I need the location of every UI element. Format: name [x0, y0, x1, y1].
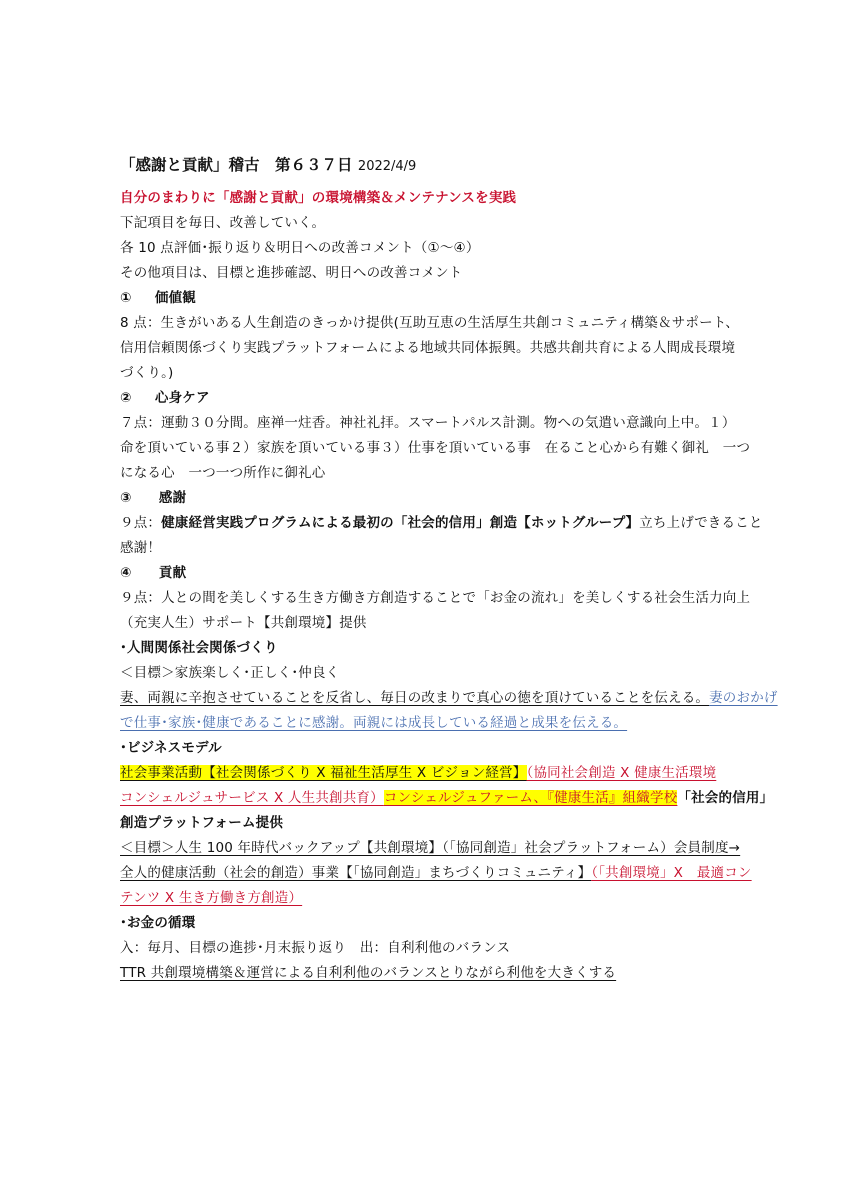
relationships-heading: ･人間関係社会関係づくり	[120, 640, 278, 656]
title-date: 2022/4/9	[357, 159, 417, 174]
section-4-number: ④	[120, 565, 132, 581]
section-2-line-2: 命を頂いている事２）家族を頂いている事３）仕事を頂いている事 在ること心から有難く御礼 一つ	[120, 440, 751, 456]
money-line-2: TTR 共創環境構築＆運営による自利利他のバランスとりながら利他を大きくする	[120, 965, 617, 981]
section-3-heading	[120, 486, 740, 511]
section-2-number: ②	[120, 390, 132, 406]
section-2-line-1: ７点：運動３０分間。座禅一炷香。神社礼拝。スマートパルス計測。物への気遣い意識向上中。１）	[120, 415, 736, 431]
section-3-title: 感謝	[158, 490, 187, 506]
relationships-text-b: 妻のおかげ	[709, 690, 778, 706]
business-text-5a: 全人的健康活動（社会的創造）事業【「協同創造」まちづくりコミュニティ】	[120, 865, 592, 881]
relationships-line-2: で仕事･家族･健康であることに感謝。両親には成長している経過と成果を伝える。	[120, 715, 628, 731]
intro-line-3: その他項目は、目標と進捗確認、明日への改善コメント	[120, 265, 463, 281]
business-line-6: テンツ X 生き方働き方創造）	[120, 890, 303, 906]
business-line-5	[120, 861, 752, 886]
business-line-1	[120, 761, 740, 786]
business-highlight-1: 社会事業活動【社会関係づくり X 福祉生活厚生 X ビジョン経営】	[120, 765, 527, 781]
section-1-number: ①	[120, 290, 132, 306]
business-line-4: ＜目標＞人生 100 年時代バックアップ【共創環境】（「協同創造」社会プラットフォーム）会員制度→	[120, 840, 741, 856]
business-heading: ･ビジネスモデル	[120, 740, 222, 756]
section-1-heading	[120, 286, 740, 311]
section-3-score: ９点：	[120, 515, 162, 531]
section-2-line-3: になる心 一つ一つ所作に御礼心	[120, 465, 326, 481]
section-2-heading	[120, 386, 740, 411]
section-1-title: 価値観	[154, 290, 197, 306]
section-4-title: 貢献	[158, 565, 187, 581]
section-4-line-1: ９点：人との間を美しくする生き方働き方創造することで「お金の流れ」を美しくする社会生活力向上	[120, 590, 751, 606]
business-line-2	[120, 786, 774, 811]
business-red-1: （協同社会創造 X 健康生活環境	[526, 765, 717, 781]
business-line-3: 創造プラットフォーム提供	[120, 815, 284, 831]
section-1-line-2: 信用信頼関係づくり実践プラットフォームによる地域共同体振興。共感共創共育による人間成長環境	[120, 340, 736, 356]
section-3-tail: 立ち上げできること	[639, 515, 763, 531]
section-3-highlight: 健康経営実践プログラムによる最初の「社会的信用」創造【ホットグループ】	[161, 515, 640, 531]
title-main: 「感謝と貢献」稽古 第６３７日	[120, 156, 353, 174]
section-4-heading	[120, 561, 740, 586]
section-1-line-1: 8 点：生きがいある人生創造のきっかけ提供(互助互恵の生活厚生共創コミュニティ構築＆サポート、	[120, 315, 739, 331]
section-3-line-2: 感謝！	[120, 540, 162, 556]
business-highlight-2: コンシェルジュファーム、『健康生活』組織学校	[383, 790, 678, 806]
business-social-credit: 「社会的信用」	[677, 790, 774, 806]
intro-heading: 自分のまわりに「感謝と貢献」の環境構築＆メンテナンスを実践	[120, 190, 517, 206]
business-red-5b: （「共創環境」X 最適コン	[591, 865, 752, 881]
relationships-goal: ＜目標＞家族楽しく･正しく･仲良く	[120, 665, 340, 681]
section-1-line-3: づくり。)	[120, 365, 174, 381]
intro-line-1: 下記項目を毎日、改善していく。	[120, 215, 326, 231]
page-title	[120, 152, 740, 180]
section-3-number: ③	[120, 490, 132, 506]
relationships-line-1	[120, 686, 778, 711]
section-2-title: 心身ケア	[154, 390, 210, 406]
section-4-line-2: （充実人生）サポート【共創環境】提供	[120, 615, 367, 631]
money-heading: ･お金の循環	[120, 915, 196, 931]
money-line-1: 入：毎月、目標の進捗･月末振り返り 出：自利利他のバランス	[120, 940, 511, 956]
relationships-text-a: 妻、両親に辛抱させていることを反省し、毎日の改まりで真心の徳を頂けていることを伝える。	[120, 690, 710, 706]
document-page	[120, 152, 778, 986]
intro-line-2: 各 10 点評価･振り返り＆明日への改善コメント（①～④）	[120, 240, 480, 256]
section-3-line-1	[120, 511, 763, 536]
business-red-2: コンシェルジュサービス X 人生共創共育）	[120, 790, 384, 806]
